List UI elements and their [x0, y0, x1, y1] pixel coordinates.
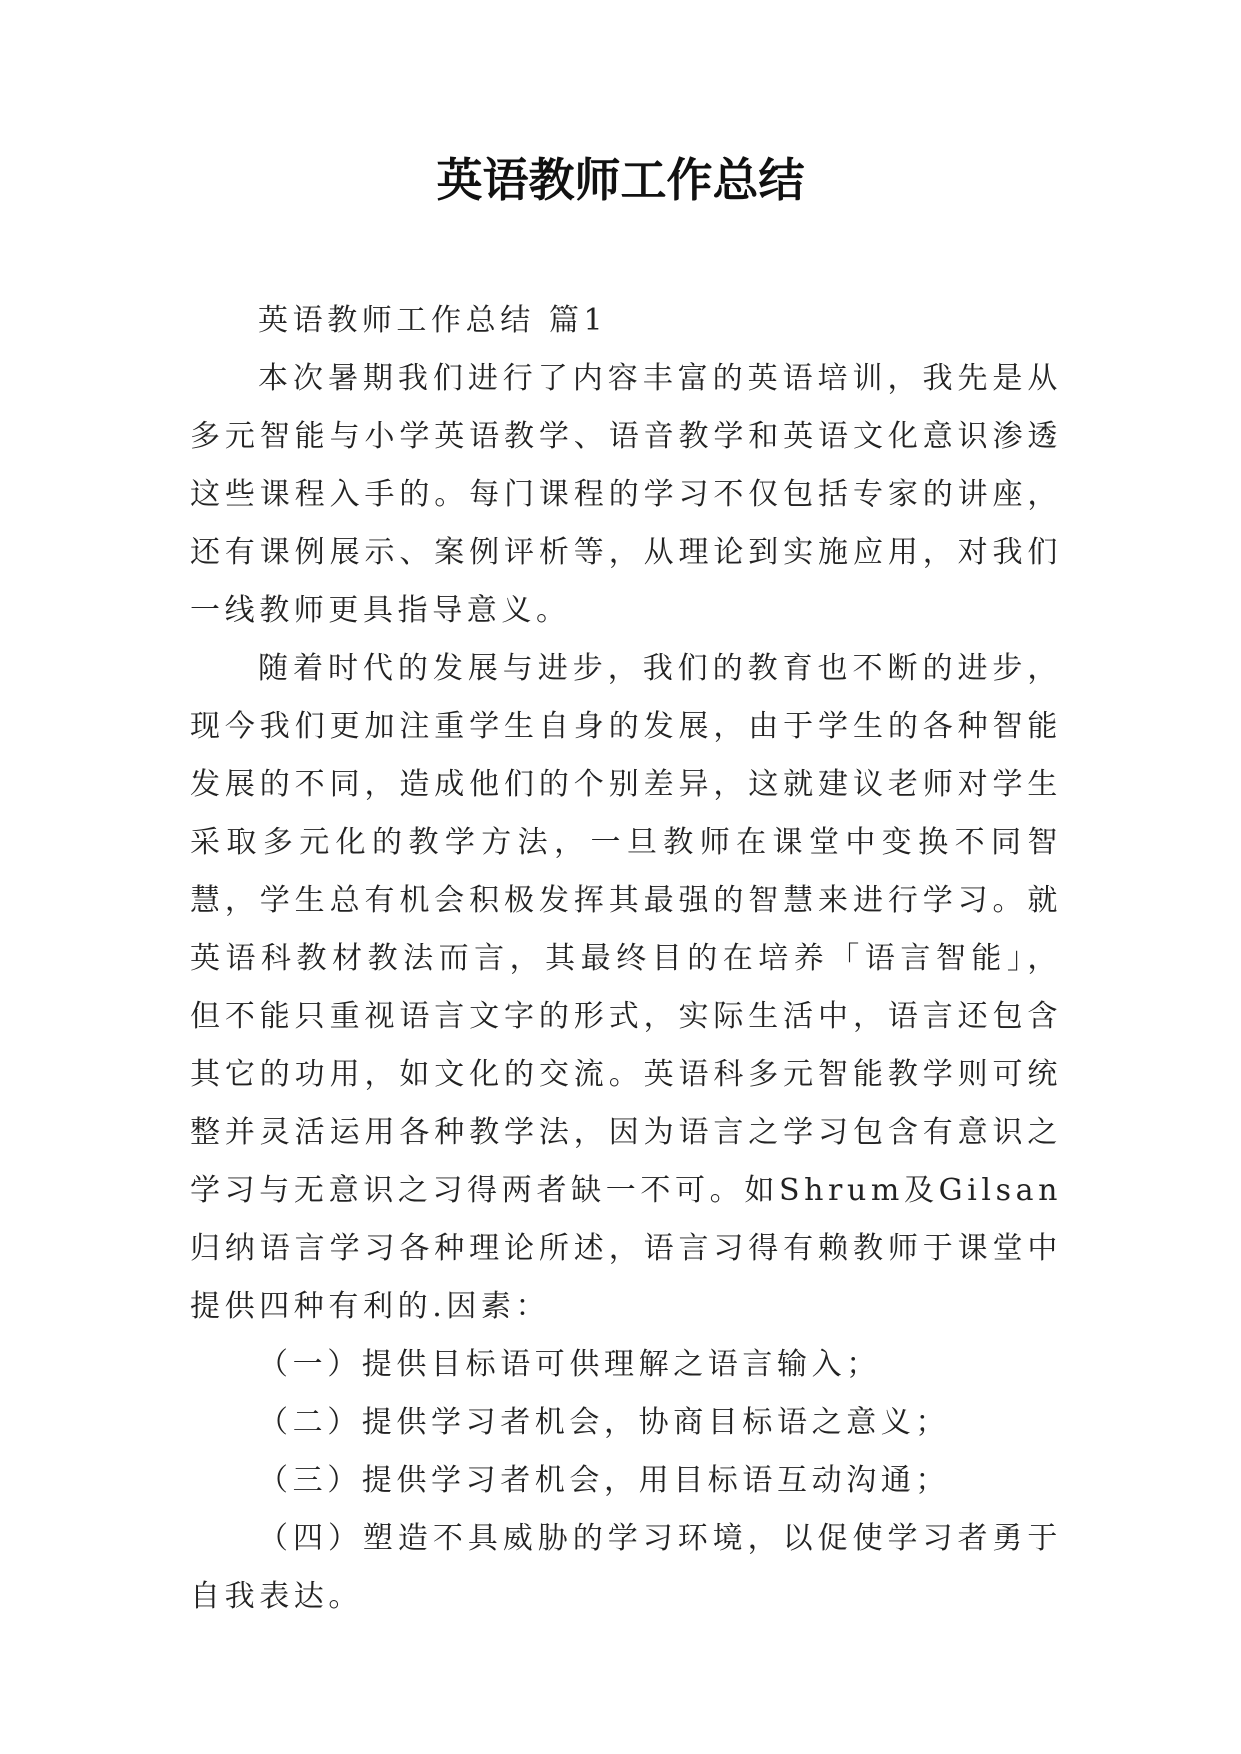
document-body [190, 292, 1062, 1626]
list-item-2: （二）提供学习者机会，协商目标语之意义； [258, 1405, 950, 1440]
paragraph-2: 随着时代的发展与进步，我们的教育也不断的进步，现今我们更加注重学生自身的发展，由于学生的各种智能发展的不同，造成他们的个别差异，这就建议老师对学生采取多元化的教学方法，一旦教师在课堂中变换不同智慧，学生总有机会积极发挥其最强的智慧来进行学习。就英语科教材教法而言，其最终目的在培养「语言智能」，但不能只重视语言文字的形式，实际生活中，语言还包含其它的功用，如文化的交流。英语科多元智能教学则可统整并灵活运用各种教学法，因为语言之学习包含有意识之学习与无意识之习得两者缺一不可。如Shrum及Gilsan归纳语言学习各种理论所述，语言习得有赖教师于课堂中提供四种有利的.因素： [190, 651, 1062, 1324]
section-heading: 英语教师工作总结 篇1 [258, 303, 608, 338]
list-item-1: （一）提供目标语可供理解之语言输入； [258, 1347, 881, 1382]
document-title: 英语教师工作总结 [436, 153, 805, 207]
paragraph-1: 本次暑期我们进行了内容丰富的英语培训，我先是从多元智能与小学英语教学、语音教学和英语文化意识渗透这些课程入手的。每门课程的学习不仅包括专家的讲座，还有课例展示、案例评析等，从理论到实施应用，对我们一线教师更具指导意义。 [190, 361, 1062, 628]
list-item-4: （四）塑造不具威胁的学习环境，以促使学习者勇于自我表达。 [190, 1521, 1062, 1614]
list-item-3: （三）提供学习者机会，用目标语互动沟通； [258, 1463, 950, 1498]
